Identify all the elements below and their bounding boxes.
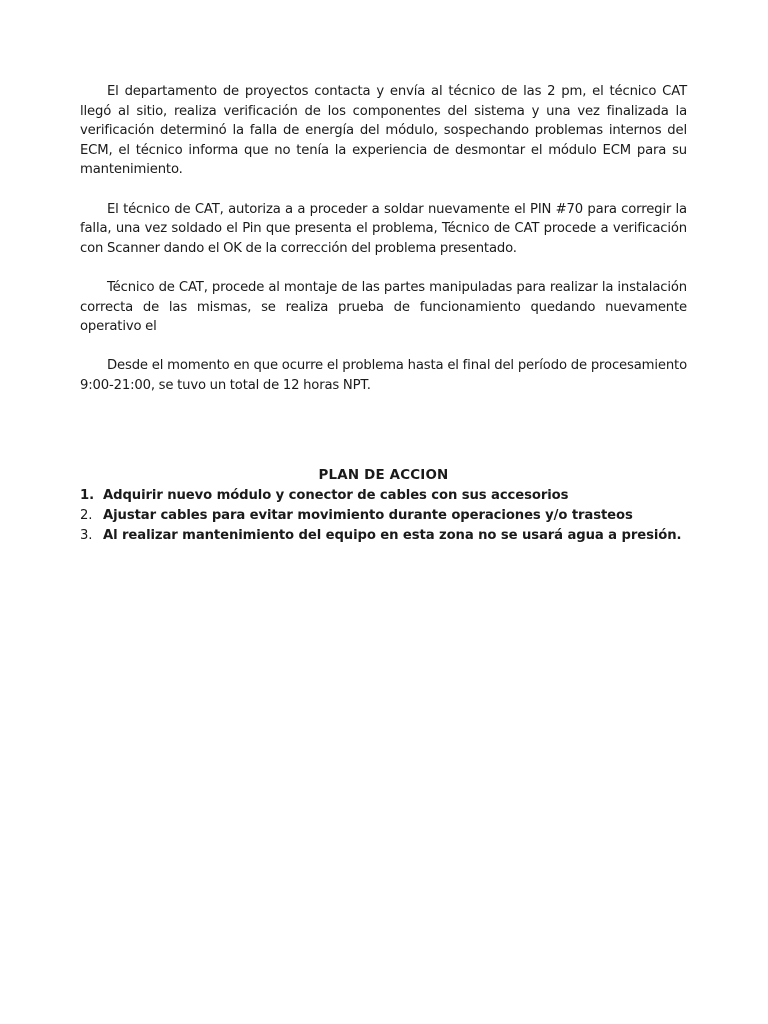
action-plan-section: [80, 466, 687, 546]
list-item-number: 2.: [80, 507, 93, 523]
paragraph-assembly: Técnico de CAT, procede al montaje de las partes manipuladas para realizar la instalación correcta de las mismas, se realiza prueba de funcionamiento quedando nuevamente operativo el: [80, 279, 687, 335]
action-plan-list: [80, 486, 687, 546]
list-item-text: Adquirir nuevo módulo y conector de cables con sus accesorios: [103, 487, 569, 503]
list-item-text: Al realizar mantenimiento del equipo en esta zona no se usará agua a presión.: [103, 527, 682, 543]
list-item: [80, 526, 687, 546]
paragraph-npt-summary: Desde el momento en que ocurre el problema hasta el final del período de procesamiento 9:00-21:00, se tuvo un total de 12 horas NPT.: [80, 358, 687, 393]
paragraph-technician-visit: El departamento de proyectos contacta y envía al técnico de las 2 pm, el técnico CAT llegó al sitio, realiza verificación de los componentes del sistema y una vez finalizada la verificación determinó la falla de energía del módulo, sospechando problemas internos del ECM, el técnico informa que no tenía la experiencia de desmontar el módulo ECM para su mantenimiento.: [80, 84, 687, 178]
action-plan-title: PLAN DE ACCION: [318, 467, 449, 483]
list-item-number: 3.: [80, 527, 93, 543]
list-item: [80, 506, 687, 526]
list-item-number: 1.: [80, 487, 94, 503]
paragraph-pin-soldering: El técnico de CAT, autoriza a a proceder a soldar nuevamente el PIN #70 para corregir la falla, una vez soldado el Pin que presenta el problema, Técnico de CAT procede a verificación con Scanner dando el OK de la corrección del problema presentado.: [80, 201, 687, 256]
document-page: [80, 82, 687, 546]
list-item-text: Ajustar cables para evitar movimiento durante operaciones y/o trasteos: [103, 507, 633, 523]
list-item: [80, 486, 687, 506]
